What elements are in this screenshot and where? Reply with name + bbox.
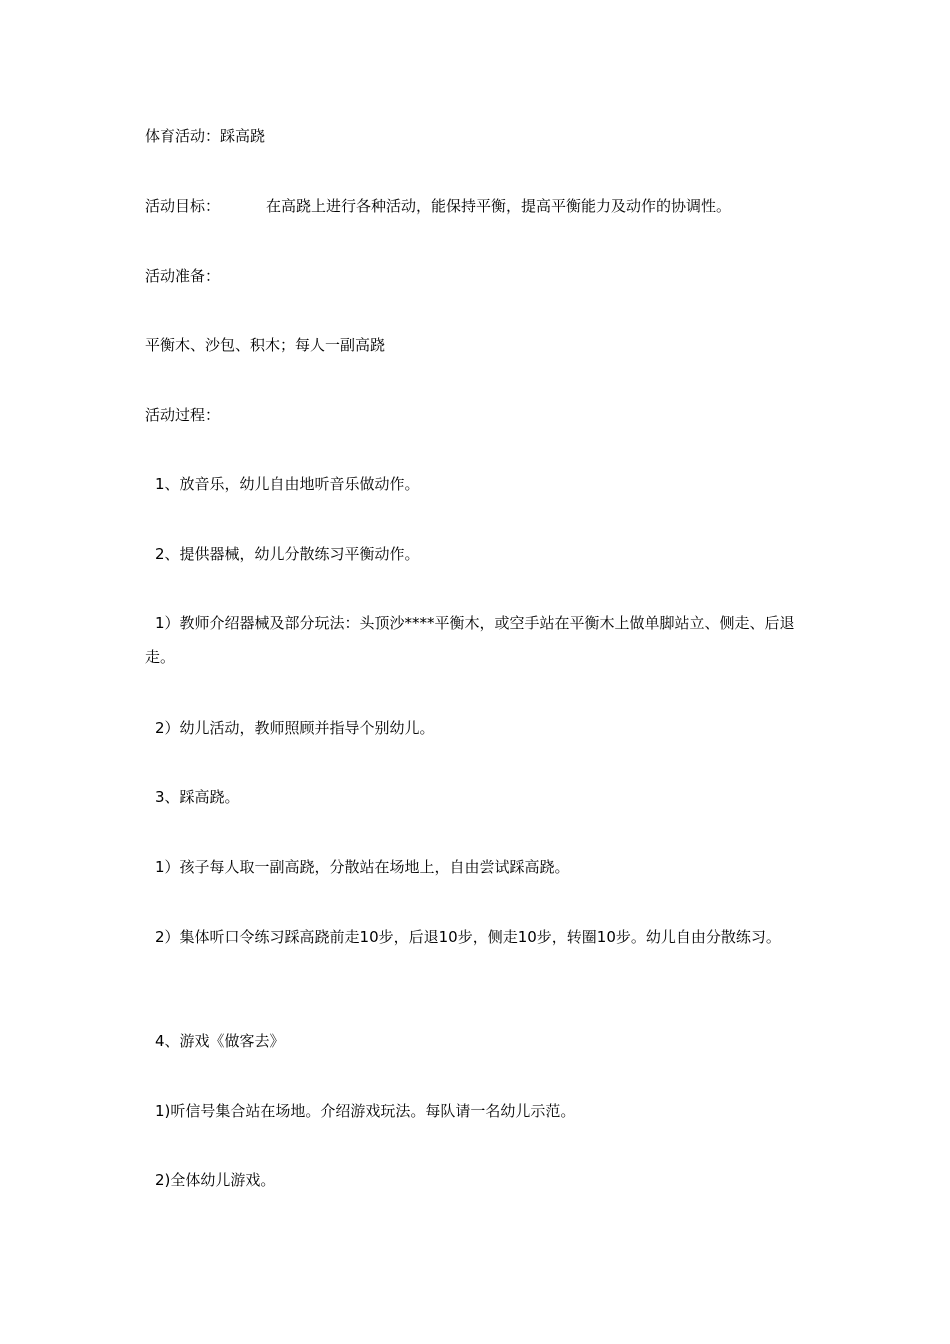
step-item: 2、提供器械，幼儿分散练习平衡动作。: [155, 545, 420, 563]
step-item: 4、游戏《做客去》: [155, 1032, 285, 1050]
prep-text: 平衡木、沙包、积木；每人一副高跷: [145, 336, 386, 354]
goal-line: [145, 189, 810, 223]
step-item: 2）集体听口令练习踩高跷前走10步，后退10步，侧走10步，转圈10步。幼儿自由分散练习。: [155, 928, 781, 946]
step-item: 2)全体幼儿游戏。: [155, 1171, 276, 1189]
prep-label: 活动准备：: [145, 267, 221, 285]
goal-label: 活动目标：: [145, 197, 221, 215]
process-label: 活动过程：: [145, 406, 221, 424]
step-item: 1、放音乐，幼儿自由地听音乐做动作。: [155, 475, 420, 493]
step-item: 1)听信号集合站在场地。介绍游戏玩法。每队请一名幼儿示范。: [155, 1102, 576, 1120]
step-item: 1）教师介绍器械及部分玩法：头顶沙****平衡木，或空手站在平衡木上做单脚站立、侧走、后退走。: [145, 614, 795, 666]
step-item: 1）孩子每人取一副高跷，分散站在场地上，自由尝试踩高跷。: [155, 858, 570, 876]
document-title: 体育活动：踩高跷: [145, 127, 266, 145]
step-item: 2）幼儿活动，教师照顾并指导个别幼儿。: [155, 719, 435, 737]
step-item: 3、踩高跷。: [155, 788, 240, 806]
goal-text: 在高跷上进行各种活动，能保持平衡，提高平衡能力及动作的协调性。: [266, 197, 732, 215]
